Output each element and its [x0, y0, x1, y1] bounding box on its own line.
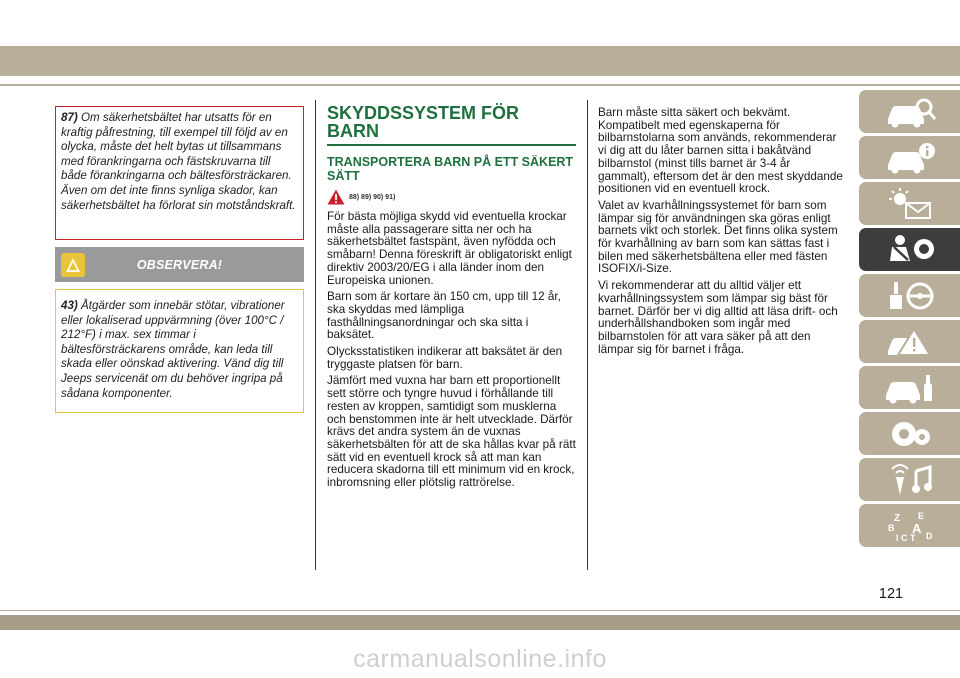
- note-text: Om säkerhetsbältet har utsatts för en kraftig påfrestning, till exempel till följd av en olycka, måste det helt bytas ut tillsammans med förankringarna och fästskruvarna till både förankringarna och bältesförsträckaren. Även om det inte finns synliga skador, kan säkerhetsbältet ha förlorat sin motståndskraft.: [61, 111, 296, 212]
- index-icon: [882, 509, 938, 543]
- svg-text:D: D: [925, 530, 932, 541]
- svg-text:A: A: [911, 520, 921, 536]
- reference-numbers: 88) 89) 90) 91): [349, 193, 396, 201]
- emergency-icon: [882, 325, 938, 359]
- note-text: Åtgärder som innebär stötar, vibrationer eller lokaliserad uppvärmning (över 100°C / 212°F) i max. sex timmar i bältesförsträckarens område, kan leda till skada eller oönskad aktivering. Vänd dig till Jeeps servicenät om du behöver ingripa på sådana komponenter.: [61, 299, 285, 400]
- observera-title: OBSERVERA!: [136, 257, 223, 272]
- note-number: 43): [61, 299, 78, 312]
- paragraph: Jämfört med vuxna har barn ett proportionellt sett större och tyngre huvud i förhållande till resten av kroppen, samtidigt som musklerna och benstommen inte är helt utvecklade. Därför krävs det andra system än de vuxnas säkerhetsbälten för att de ska hållas kvar på rätt sätt vid en eventuell krock så att man kan reducera skadorna till ett minimum vid en krock, inbromsning eller plötslig rattrörelse.: [327, 374, 576, 490]
- paragraph: Vi rekommenderar att du alltid väljer ett kvarhållningssystem som lämpar sig bäst för barnet. Därför ber vi dig alltid att läsa drift- och underhållshandboken som ingår med bilbarnstolen för att vara säker på att den lämpar sig för barnet i fråga.: [598, 279, 838, 356]
- car-info-icon: [882, 141, 938, 175]
- multimedia-icon: [882, 463, 938, 497]
- note-number: 87): [61, 111, 78, 124]
- paragraph: Barn som är kortare än 150 cm, upp till 12 år, ska skyddas med lämpliga fasthållningsanordningar och ska sitta i baksätet.: [327, 290, 561, 342]
- header-rule: [0, 84, 960, 86]
- tab-emergency[interactable]: [859, 320, 960, 363]
- tab-multimedia[interactable]: [859, 458, 960, 501]
- warning-triangle-icon: [327, 189, 345, 205]
- tab-safety[interactable]: [859, 228, 960, 271]
- paragraph: Barn måste sitta säkert och bekvämt. Kompatibelt med egenskaperna för bilbarnstolarna som används, rekommenderar vi dig att du låter barnen sitta i bakåtvänd bilbarnstol (minst tills barnet är 3-4 år gammalt), eftersom det är den mest skyddande positionen vid en eventuell krock.: [598, 106, 843, 196]
- footer-band: [0, 615, 960, 630]
- right-column: [598, 107, 844, 360]
- tab-getting-to-know[interactable]: [859, 90, 960, 133]
- main-column: [327, 104, 576, 494]
- column-divider: [315, 100, 316, 570]
- paragraph: För bästa möjliga skydd vid eventuella krockar måste alla passagerare sitta ner och ha säkerhetsbältet fastspänt, även nyfödda och småbarn! Denna föreskrift är obligatoriskt enligt direktiv 2003/20/EG i alla länder inom den Europeiska unionen.: [327, 210, 572, 287]
- starting-driving-icon: [882, 279, 938, 313]
- svg-text:E: E: [917, 510, 924, 521]
- chapter-sidebar: [859, 90, 960, 580]
- observera-header: [55, 247, 304, 282]
- warning-references: [327, 189, 576, 205]
- warning-note-87: [55, 106, 304, 240]
- maintenance-icon: [882, 371, 938, 405]
- warning-lights-message-icon: [882, 187, 938, 221]
- tab-maintenance[interactable]: [859, 366, 960, 409]
- page-number: 121: [878, 586, 904, 602]
- svg-text:I C T: I C T: [895, 532, 915, 543]
- section-title: SKYDDSSYSTEM FÖR BARN: [327, 104, 576, 146]
- tab-warning-lights[interactable]: [859, 182, 960, 225]
- watermark: carmanualsonline.info: [353, 645, 607, 673]
- section-subtitle: TRANSPORTERA BARN PÅ ETT SÄKERT SÄTT: [327, 155, 574, 183]
- technical-data-icon: [882, 417, 938, 451]
- tab-starting-driving[interactable]: [859, 274, 960, 317]
- paragraph: Valet av kvarhållningssystemet för barn som lämpar sig för användningen ska göras enligt barnets vikt och storlek. Det finns olika system för kvarhållning av barn som kan sättas fast i bilen med säkerhetsbältena eller med fästen ISOFIX/i-Size.: [598, 198, 838, 276]
- svg-text:Z: Z: [893, 512, 900, 524]
- column-divider: [587, 100, 588, 570]
- header-band: [0, 46, 960, 76]
- seat-safety-icon: [882, 233, 938, 267]
- paragraph: Olycksstatistiken indikerar att baksätet är den tryggaste platsen för barn.: [327, 345, 563, 371]
- tab-dashboard[interactable]: [859, 136, 960, 179]
- footer-rule: [0, 610, 960, 611]
- car-search-icon: [882, 95, 938, 129]
- observera-note-43: [55, 289, 304, 413]
- tab-technical-data[interactable]: [859, 412, 960, 455]
- svg-text:B: B: [887, 522, 894, 533]
- tab-index[interactable]: [859, 504, 960, 547]
- caution-icon: [61, 253, 85, 277]
